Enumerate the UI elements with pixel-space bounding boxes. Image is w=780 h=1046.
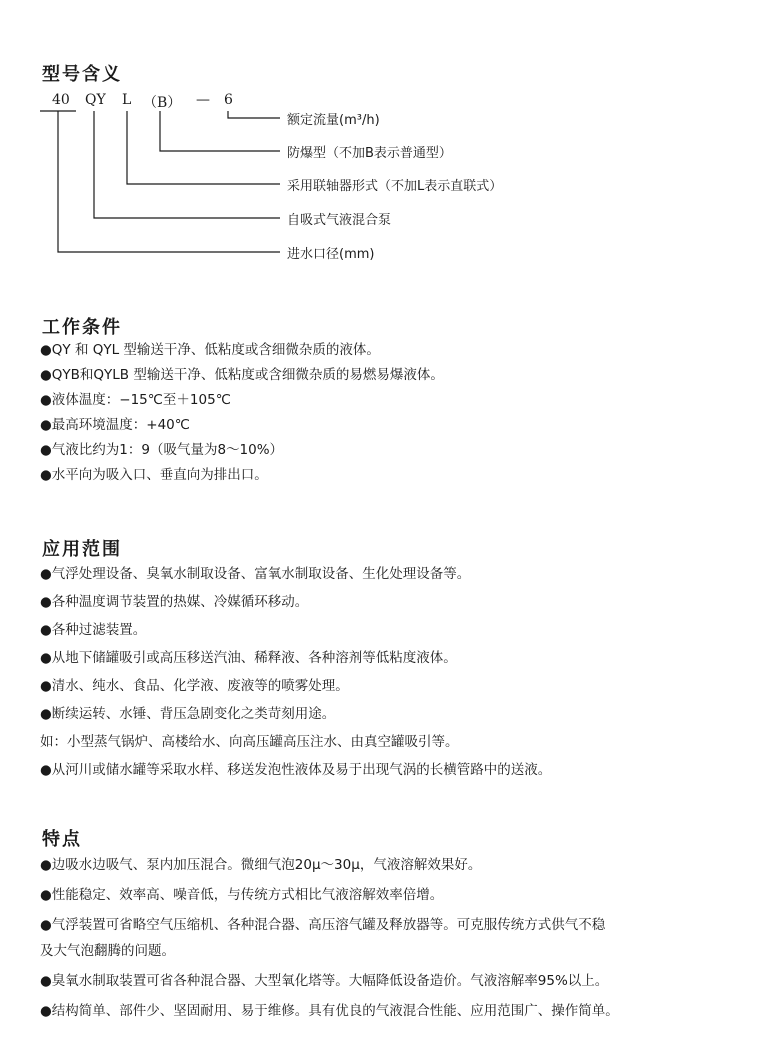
label-inlet-diameter: 进水口径(mm)	[287, 247, 375, 262]
code-part-diameter: 40	[52, 92, 70, 108]
features-line: ●气浮装置可省略空气压缩机、各种混合器、高压溶气罐及释放器等。可克服传统方式供气不稳	[40, 917, 606, 933]
features-line: ●臭氧水制取装置可省各种混合器、大型氧化塔等。大幅降低设备造价。气液溶解率95%以上。	[40, 973, 609, 989]
applications-line: ●气浮处理设备、臭氧水制取设备、富氧水制取设备、生化处理设备等。	[40, 566, 471, 582]
conditions-line: ●最高环境温度：+40℃	[40, 417, 190, 433]
conditions-line: ●气液比约为1：9（吸气量为8～10%）	[40, 442, 284, 458]
code-part-flow: 6	[224, 92, 233, 108]
applications-heading: 应用范围	[42, 539, 122, 560]
conditions-line: ●液体温度：−15℃至＋105℃	[40, 392, 231, 408]
code-part-type: QY	[85, 92, 106, 108]
code-part-dash: —	[196, 92, 210, 108]
features-heading: 特点	[42, 829, 82, 850]
label-explosion-proof: 防爆型（不加B表示普通型）	[287, 146, 452, 161]
conditions-heading: 工作条件	[42, 317, 122, 338]
label-coupling: 采用联轴器形式（不加L表示直联式）	[287, 179, 503, 194]
model-code-diagram	[0, 0, 780, 270]
features-line: ●结构简单、部件少、坚固耐用、易于维修。具有优良的气液混合性能、应用范围广、操作简单。	[40, 1003, 619, 1019]
applications-line: ●断续运转、水锤、背压急剧变化之类苛刻用途。	[40, 706, 336, 722]
features-line: ●性能稳定、效率高、噪音低，与传统方式相比气液溶解效率倍增。	[40, 887, 444, 903]
features-line: ●边吸水边吸气、泵内加压混合。微细气泡20μ～30μ，气液溶解效果好。	[40, 857, 482, 873]
applications-line: ●从河川或储水罐等采取水样、移送发泡性液体及易于出现气涡的长横管路中的送液。	[40, 762, 552, 778]
applications-line: ●清水、纯水、食品、化学液、废液等的喷雾处理。	[40, 678, 349, 694]
conditions-line: ●水平向为吸入口、垂直向为排出口。	[40, 467, 268, 483]
features-line-continued: 及大气泡翻腾的问题。	[40, 943, 175, 959]
applications-line: ●各种温度调节装置的热媒、冷媒循环移动。	[40, 594, 309, 610]
applications-example: 如：小型蒸气锅炉、高楼给水、向高压罐高压注水、由真空罐吸引等。	[40, 734, 459, 750]
label-self-priming: 自吸式气液混合泵	[287, 213, 392, 228]
code-part-explosion-proof: （B）	[143, 95, 182, 111]
label-rated-flow: 额定流量(m³/h)	[287, 113, 380, 128]
conditions-line: ●QYB和QYLB 型输送干净、低粘度或含细微杂质的易燃易爆液体。	[40, 367, 444, 383]
applications-line: ●各种过滤装置。	[40, 622, 147, 638]
code-part-coupling: L	[122, 92, 132, 108]
model-heading: 型号含义	[42, 64, 122, 85]
conditions-line: ●QY 和 QYL 型输送干净、低粘度或含细微杂质的液体。	[40, 342, 380, 358]
applications-line: ●从地下储罐吸引或高压移送汽油、稀释液、各种溶剂等低粘度液体。	[40, 650, 457, 666]
